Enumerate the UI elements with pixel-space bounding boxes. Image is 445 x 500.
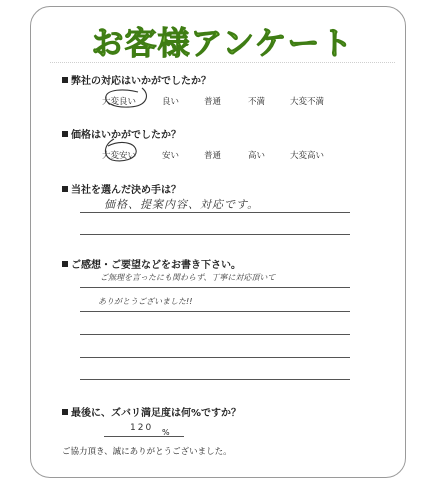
bullet-square-icon [62, 131, 68, 137]
answer-line [80, 334, 350, 335]
answer-line [80, 379, 350, 380]
question-3-label: 当社を選んだ決め手は？ [71, 185, 181, 196]
q2-option-3[interactable]: 普通 [204, 151, 222, 161]
survey-title: お客様アンケート [91, 24, 354, 62]
q4-handwritten-line-1: ご無理を言ったにも関わらず、丁寧に対応頂いて [100, 273, 276, 282]
answer-line [80, 287, 350, 288]
q2-option-2[interactable]: 安い [162, 151, 180, 161]
answer-line [80, 357, 350, 358]
satisfaction-value: 120 [130, 423, 154, 433]
q1-option-3[interactable]: 普通 [204, 97, 222, 107]
question-2-label: 価格はいかがでしたか？ [71, 130, 181, 141]
q1-selection-circle-icon [102, 84, 152, 110]
q4-handwritten-line-2: ありがとうございました!! [98, 297, 193, 306]
q2-option-1[interactable]: 大変安い [102, 151, 137, 161]
bullet-square-icon [62, 77, 68, 83]
satisfaction-unit: % [162, 428, 170, 437]
title-underline [50, 62, 395, 63]
question-3 [62, 181, 181, 196]
q3-handwritten-answer: 価格、提案内容、対応です。 [104, 198, 260, 211]
q1-option-5[interactable]: 大変不満 [290, 97, 325, 107]
answer-line [80, 234, 350, 235]
bullet-square-icon [62, 409, 68, 415]
bullet-square-icon [62, 261, 68, 267]
question-4 [62, 256, 241, 271]
q1-option-1[interactable]: 大変良い [102, 97, 137, 107]
q1-option-2[interactable]: 良い [162, 97, 180, 107]
question-5-label: 最後に、ズバリ満足度は何%ですか？ [71, 408, 242, 419]
answer-line [80, 311, 350, 312]
bullet-square-icon [62, 186, 68, 192]
satisfaction-line [104, 436, 184, 437]
q2-option-5[interactable]: 大変高い [290, 151, 325, 161]
q2-selection-circle-icon [98, 136, 142, 164]
footer-thanks: ご協力頂き、誠にありがとうございました。 [62, 447, 232, 457]
question-4-label: ご感想・ご要望などをお書き下さい。 [71, 260, 241, 271]
question-5 [62, 404, 241, 419]
q2-option-4[interactable]: 高い [248, 151, 266, 161]
question-1-label: 弊社の対応はいかがでしたか？ [71, 76, 211, 87]
q1-option-4[interactable]: 不満 [248, 97, 266, 107]
answer-line [80, 212, 350, 213]
